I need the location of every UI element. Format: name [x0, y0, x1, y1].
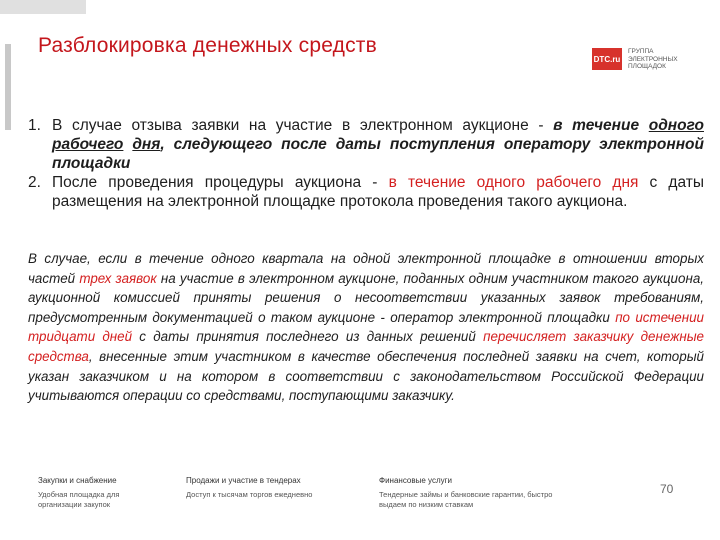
text-run: в течение одного рабочего дня [388, 174, 639, 191]
footer-description: Тендерные займы и банковские гарантии, быстро выдаем по низким ставкам [379, 490, 553, 509]
text-run: В случае, если в течение одного квартала на одной электронной площадке в отношении вторых частей [28, 251, 704, 286]
footer-description: Удобная площадка для организации закупок [38, 490, 120, 509]
text-run: В случае отзыва заявки на участие в электронном аукционе - [52, 117, 554, 134]
list-item [28, 116, 704, 173]
text-run: по истечении тридцати дней [28, 309, 704, 345]
text-run [123, 136, 132, 153]
page-number: 70 [660, 482, 674, 496]
footer-column [38, 476, 158, 510]
text-run: с даты принятия последнего из данных решений [132, 329, 484, 345]
list-item-number: 2. [28, 174, 41, 191]
text-run: , внесенные этим участником в качестве обеспечения последней заявки на счет, который указан заказчиком и на котором в соответствии с законодательством Российской Федерации учитываются операции со средствами, поступающими заказчику. [28, 348, 704, 404]
left-accent-rule [5, 44, 11, 130]
footer-column [379, 476, 559, 510]
list-item [28, 173, 704, 211]
text-run: на участие в электронном аукционе, поданных одним участником такого аукциона, аукционной комиссией приняты решения о несоответствии указанных заявок требованиям, предусмотренным документацией о таком аукционе - оператор электронной площадки [28, 270, 704, 325]
list-item-text [52, 174, 704, 210]
list-item-number: 1. [28, 117, 41, 134]
text-run: перечисляет заказчику денежные средства [28, 329, 705, 364]
text-run: одного [648, 117, 704, 134]
footer-heading: Продажи и участие в тендерах [186, 476, 301, 485]
top-decoration-bar [0, 0, 86, 14]
list-item-text [52, 117, 704, 172]
text-run: После проведения процедуры аукциона - [52, 174, 389, 191]
footer-heading: Закупки и снабжение [38, 476, 117, 485]
slide-title: Разблокировка денежных средств [38, 34, 377, 57]
text-run: трех заявок [79, 270, 157, 286]
body-paragraph [28, 249, 704, 406]
footer-description: Доступ к тысячам торгов ежедневно [186, 490, 313, 499]
text-run: дня [132, 136, 161, 153]
text-run: рабочего [52, 136, 124, 153]
text-run: в течение [553, 117, 649, 134]
text-run: , следующего после даты поступления оператору электронной площадки [52, 136, 704, 172]
company-logo [592, 48, 688, 71]
text-run: с даты размещения на электронной площадке протокола проведения такого аукциона. [52, 174, 704, 210]
logo-mark: DTC.ru [592, 48, 622, 70]
footer-column [186, 476, 346, 500]
footer-heading: Финансовые услуги [379, 476, 453, 485]
numbered-list [28, 116, 704, 211]
logo-caption: ГРУППА ЭЛЕКТРОННЫХ ПЛОЩАДОК [628, 48, 678, 70]
